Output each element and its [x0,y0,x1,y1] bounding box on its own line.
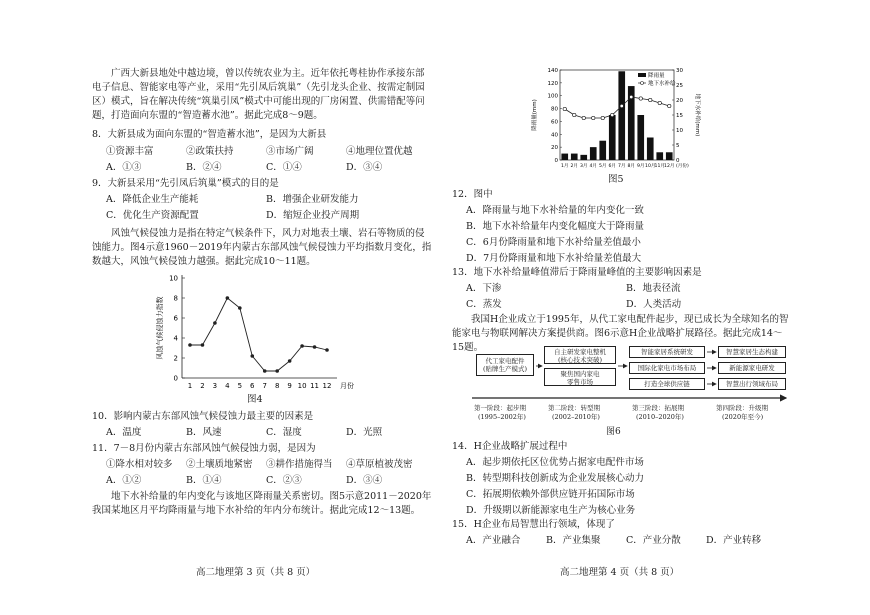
fig4-xtick-label: 12 [322,382,332,390]
figure-4-line-chart [150,270,360,405]
q9-choice-a[interactable]: A．降低企业生产能耗 [106,194,199,205]
passage-8-9: 广西大新县地处中越边境，曾以传统农业为主。近年依托粤桂协作承接东部电子信息、智能家电等产业，采用“先引凤后筑巢”（先引龙头企业、按需定制园区）模式，旨在解决传统“筑巢引凤”模式中可能出现的厂房闲置、供需错配等问题，打造面向东盟的“智造蓄水池”。据此完成8～9题。 [92,68,425,121]
fig4-xtick-label: 10 [297,382,307,390]
fig5-xtick-label: 1月 [560,164,569,169]
fig4-xtick-label: 9 [287,382,292,390]
q10-choice-c[interactable]: C．湿度 [266,427,302,438]
q11-choice-d[interactable]: D．③④ [346,475,383,486]
fig5-rain-bar [609,115,616,160]
stage1-years: (1995–2002年) [478,413,526,421]
fig5-rain-bar [599,141,606,160]
figure-6-caption: 图6 [606,427,621,437]
fig4-ytick-label: 10 [169,274,178,283]
q8-item-3: ③市场广阔 [266,146,314,157]
question-14-stem: 14．H企业战略扩展过程中 [452,441,568,452]
fig5-left-tick-label: 80 [551,106,558,113]
q15-choice-d[interactable]: D．产业转移 [706,535,762,546]
q15-choice-c[interactable]: C．产业分散 [626,535,681,546]
fig5-xtick-label: 9月 [636,164,645,169]
q13-choice-c[interactable]: C．蒸发 [466,299,502,310]
q14-choice-a[interactable]: A．起步期依托区位优势占据家电配件市场 [466,457,644,468]
passage-12-13: 地下水补给量的年内变化与该地区降雨量关系密切。图5示意2011－2020年我国某地区月平均降雨量与地下水补给的年内分布统计。据此完成12～13题。 [92,491,432,516]
fig5-left-tick-label: 0 [554,158,558,164]
box-stage3-smart-home: 智能家居系统研发 [629,346,705,358]
fig5-right-tick-label: 0 [676,158,680,164]
page-4-footer: 高二地理第 4 页（共 8 页） [560,567,680,578]
q14-choice-c[interactable]: C．拓展期依赖外部供应链开拓国际市场 [466,489,635,500]
fig5-right-axis-label: 地下水补给(mm) [694,93,700,137]
q8-choice-c[interactable]: C．①④ [266,162,302,173]
fig4-xtick-label: 11 [310,382,320,390]
fig4-data-point [238,306,242,310]
fig5-recharge-point [611,113,614,116]
fig5-left-tick-label: 100 [547,93,558,100]
fig5-recharge-point [563,107,566,110]
fig4-xtick-label: 5 [237,382,243,390]
fig4-data-point [201,343,205,347]
fig4-data-point [213,321,217,325]
fig5-xtick-label: 5月 [598,164,607,169]
fig4-y-axis-label: 风蚀气候侵蚀力指数 [156,296,164,360]
fig5-rain-bar [580,155,587,160]
q11-choice-c[interactable]: C．②③ [266,475,302,486]
fig5-recharge-point [658,101,661,104]
fig5-recharge-point [573,113,576,116]
fig5-recharge-point [630,95,633,98]
fig4-xtick-label: 4 [225,382,230,390]
passage-14-15: 我国H企业成立于1995年，从代工家电配件起步，现已成长为全球知名的智能家电与物联网解决方案提供商。图6示意H企业战略扩展路径。据此完成14～15题。 [452,314,789,353]
fig4-data-point [325,348,329,352]
q13-choice-b[interactable]: B．地表径流 [626,283,681,294]
fig4-ytick-label: 4 [173,334,178,343]
box-stage4-ecosystem: 智慧家居生态构建 [718,346,786,358]
box-stage2-research: 自主研发家电整机 (核心技术突破) [544,346,616,364]
fig5-recharge-line [565,97,670,118]
figure-5-caption: 图5 [608,174,624,185]
question-15-stem: 15．H企业布局智慧出行领域，体现了 [452,519,615,530]
fig5-rain-bar [618,71,625,160]
q10-choice-a[interactable]: A．温度 [106,427,142,438]
q15-choice-b[interactable]: B．产业集聚 [546,535,601,546]
fig4-data-point [275,369,279,373]
q14-choice-d[interactable]: D．升级期以新能源家电生产为核心业务 [466,505,636,516]
fig5-left-tick-label: 60 [551,119,558,126]
q9-choice-c[interactable]: C．优化生产资源配置 [106,210,199,221]
q10-choice-b[interactable]: B．风速 [186,427,222,438]
fig4-data-point [288,359,292,363]
fig5-rain-bar [561,154,568,160]
q13-choice-a[interactable]: A．下渗 [466,283,502,294]
fig4-ytick-label: 0 [173,374,178,383]
fig5-recharge-point [639,97,642,100]
fig4-ytick-label: 6 [173,314,178,323]
fig5-rain-bar [656,152,663,160]
fig4-xtick-label: 2 [200,382,205,390]
fig4-data-point [250,354,254,358]
fig5-recharge-point [649,98,652,101]
fig5-right-tick-label: 15 [676,113,683,119]
fig5-left-tick-label: 140 [547,68,558,74]
q11-item-1: ①降水相对较多 [106,459,173,470]
fig4-data-point [226,296,230,300]
fig4-x-axis-label: 月份 [340,382,354,390]
fig5-recharge-point [601,116,604,119]
fig5-xtick-label: 8月 [627,164,636,169]
fig5-right-tick-label: 5 [676,143,680,149]
fig5-recharge-point [620,104,623,107]
fig5-xtick-label: 10月 [645,164,656,169]
question-11-stem: 11．7－8月份内蒙古东部风蚀气候侵蚀力弱，是因为 [92,443,316,454]
q12-choice-a[interactable]: A．降雨量与地下水补给量的年内变化一致 [466,205,644,216]
fig5-legend-bar-swatch [638,73,646,77]
question-10-stem: 10．影响内蒙古东部风蚀气候侵蚀力最主要的因素是 [92,411,314,422]
fig5-recharge-point [668,104,671,107]
fig5-right-tick-label: 20 [676,98,683,104]
passage-10-11: 风蚀气候侵蚀力是指在特定气候条件下，风力对地表土壤、岩石等物质的侵蚀能力。图4示意1960－2019年内蒙古东部风蚀气候侵蚀力平均指数月变化，指数越大，风蚀气候侵蚀力越强。据此完成10～11题。 [92,228,432,267]
fig4-xtick-label: 7 [262,382,267,390]
question-8-stem: 8．大新县成为面向东盟的“智造蓄水池”，是因为大新县 [92,129,327,140]
box-stage4-new-energy: 新能源家电研发 [718,362,786,374]
fig5-left-tick-label: 20 [551,145,558,152]
fig5-right-tick-label: 30 [676,68,683,74]
fig4-ytick-label: 8 [173,294,178,303]
q8-item-2: ②政策扶持 [186,146,234,157]
stage1-label: 第一阶段：起步期 [474,404,526,412]
fig5-legend-recharge: 地下水补给 [648,81,676,87]
q12-choice-d[interactable]: D．7月份降雨量和地下水补给量差值最大 [466,253,642,264]
box-stage3-international: 国际化家电市场布局 [629,362,705,374]
q11-item-4: ④草原植被茂密 [346,459,413,470]
fig5-xtick-label: 11月 [654,164,665,169]
q11-item-3: ③耕作措施得当 [266,459,333,470]
figure-5-combo-chart [526,62,706,174]
fig4-data-point [300,344,304,348]
q8-choice-a[interactable]: A．①③ [106,162,142,173]
box-stage3-supply-chain: 打造全球供应链 [629,378,705,390]
stage2-years: (2002–2010年) [552,413,600,421]
stage2-label: 第二阶段：转型期 [548,404,600,412]
q12-choice-c[interactable]: C．6月份降雨量和地下水补给量差值最小 [466,237,641,248]
q11-choice-b[interactable]: B．①④ [186,475,222,486]
fig5-xtick-label: 6月 [608,164,617,169]
fig4-xtick-label: 1 [187,382,193,390]
fig5-xtick-label: 4月 [589,164,598,169]
q8-choice-d[interactable]: D．③④ [346,162,383,173]
fig4-data-point [313,345,317,349]
fig5-right-tick-label: 10 [676,128,683,134]
fig5-x-axis-label: (月份) [676,164,689,169]
box-stage2-retail: 聚焦国内家电 零售市场 [544,368,616,386]
fig5-xtick-label: 7月 [617,164,626,169]
q15-choice-a[interactable]: A．产业融合 [466,535,521,546]
question-12-stem: 12．图中 [452,189,493,200]
fig5-left-tick-label: 120 [547,80,558,87]
figure-4-caption: 图4 [247,394,263,405]
fig5-recharge-point [592,116,595,119]
q8-choice-b[interactable]: B．②④ [186,162,222,173]
q11-item-2: ②土壤质地紧密 [186,459,253,470]
fig5-recharge-point [582,116,585,119]
fig5-left-axis-label: 降雨量(mm) [532,99,538,131]
stage4-years: (2020年至今) [722,413,764,421]
fig5-xtick-label: 3月 [579,164,588,169]
fig5-xtick-label: 2月 [570,164,579,169]
fig4-xtick-label: 3 [212,382,218,390]
page-3-footer: 高二地理第 3 页（共 8 页） [196,567,316,578]
q9-choice-d[interactable]: D．缩短企业投产周期 [266,210,360,221]
q12-choice-b[interactable]: B．地下水补给量年内变化幅度大于降雨量 [466,221,644,232]
stage3-label: 第三阶段：拓展期 [632,404,684,412]
fig5-rain-bar [571,154,578,160]
q11-choice-a[interactable]: A．①② [106,475,142,486]
stage4-label: 第四阶段：升级期 [716,404,768,412]
q13-choice-d[interactable]: D．人类活动 [626,299,682,310]
fig4-data-point [188,343,192,347]
q8-item-4: ④地理位置优越 [346,146,413,157]
question-13-stem: 13．地下水补给量峰值滞后于降雨量峰值的主要影响因素是 [452,267,702,278]
fig4-xtick-label: 6 [250,382,255,390]
fig5-legend-line-marker [641,82,644,85]
question-9-stem: 9．大新县采用“先引凤后筑巢”模式的目的是 [92,178,279,189]
fig5-left-tick-label: 40 [551,132,558,139]
fig5-rain-bar [666,152,673,160]
q8-item-1: ①资源丰富 [106,146,154,157]
stage3-years: (2010–2020年) [636,413,684,421]
fig5-xtick-label: 12月 [664,164,675,169]
fig5-rain-bar [590,147,597,160]
fig5-right-tick-label: 25 [676,83,683,89]
fig4-xtick-label: 8 [274,382,280,390]
fig4-series-line [190,298,327,371]
fig4-ytick-label: 2 [173,354,178,363]
fig5-rain-bar [637,115,644,160]
box-stage1: 代工家电配件 (贴牌生产模式) [476,354,534,376]
box-stage4-mobility: 智慧出行领域布局 [718,378,786,390]
fig5-legend-rain: 降雨量 [648,73,665,79]
fig5-rain-bar [647,138,654,161]
figure-6-diagram [470,344,790,436]
fig4-data-point [263,369,267,373]
q10-choice-d[interactable]: D．光照 [346,427,383,438]
q9-choice-b[interactable]: B．增强企业研发能力 [266,194,359,205]
q14-choice-b[interactable]: B．转型期科技创新成为企业发展核心动力 [466,473,644,484]
